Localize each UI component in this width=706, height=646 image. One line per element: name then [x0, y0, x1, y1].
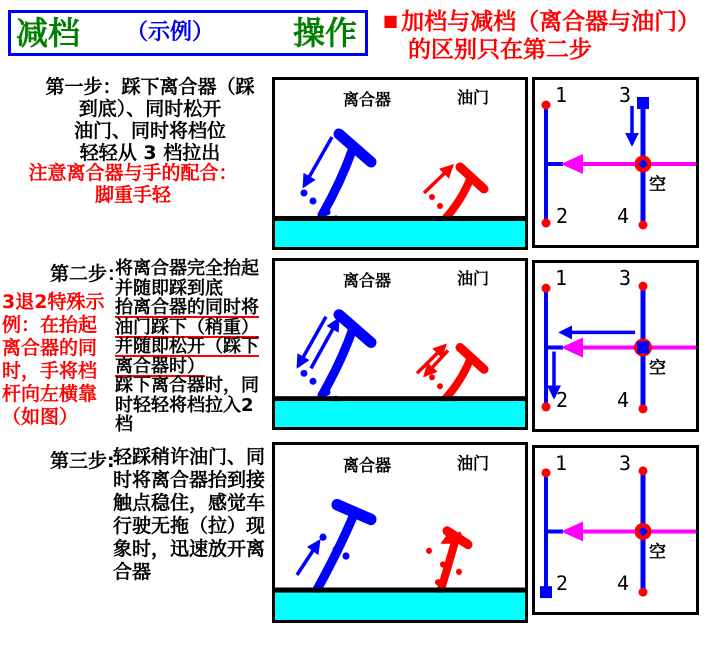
clutch-label: 离合器	[343, 455, 391, 476]
gear-3-label: 3	[619, 451, 632, 475]
title-box	[8, 10, 368, 56]
step3-label: 第三步:	[50, 450, 115, 472]
gear-1-label: 1	[555, 83, 568, 107]
text-line: 油门、同时将档位	[73, 120, 226, 142]
headline-text1: 加档与减档（离合器与油门）	[401, 9, 701, 35]
step1-text	[28, 76, 272, 164]
gear-knob-at-2-icon	[540, 586, 552, 598]
throttle-label: 油门	[457, 453, 489, 474]
clutch-press-arrow-icon	[304, 137, 332, 186]
headline	[383, 7, 706, 64]
gear-2-label: 2	[556, 572, 569, 596]
gear-4-label: 4	[617, 572, 630, 596]
text-line: 杆向左横靠	[2, 383, 98, 405]
neutral-label: 空	[649, 175, 666, 195]
clutch-lift-arrow-icon	[311, 320, 338, 369]
gear-1-label: 1	[555, 266, 568, 291]
text-line: 离合器的同	[2, 337, 98, 359]
pedal-diagram-step1	[272, 77, 528, 250]
square-bullet-icon: ■	[383, 11, 399, 30]
floor-line	[275, 216, 525, 221]
text-line: 象时，迅速放开离	[113, 538, 266, 560]
throttle-label: 油门	[456, 88, 490, 107]
step1-note	[6, 162, 260, 206]
neutral-label: 空	[649, 358, 667, 379]
floor-line	[275, 588, 525, 593]
gear-diagram-step1	[532, 77, 699, 248]
pedal-diagram-step3	[272, 442, 528, 623]
text-line: 注意离合器与手的配合：	[28, 162, 238, 184]
page-title-example: （示例）	[126, 20, 215, 45]
text-line: 踩下离合器时，同	[115, 375, 259, 396]
text-line: 触点稳住，感觉车	[113, 492, 266, 514]
text-line: 将离合器完全抬起	[115, 258, 259, 279]
clutch-pedal-icon	[301, 134, 372, 223]
text-line: 并随即松开（踩下	[115, 336, 259, 357]
neutral-label: 空	[649, 541, 666, 562]
headline-line2: 的区别只在第二步	[408, 37, 592, 63]
text-line: 到底）、同时松开	[78, 98, 222, 120]
text-line: 油门踩下（稍重）	[115, 316, 259, 338]
text-line: 时将离合器抬到接	[113, 469, 266, 491]
step2-text	[115, 259, 277, 435]
text-line: 轻轻从 3 档拉出	[79, 142, 221, 164]
gear-4-label: 4	[617, 387, 630, 412]
gear-2-label: 2	[556, 387, 569, 412]
step3-text	[113, 446, 275, 584]
gear-3-label: 3	[619, 266, 632, 291]
text-line: 轻踩稍许油门、同	[113, 446, 266, 468]
text-line: 档	[115, 414, 133, 435]
clutch-press-arrow-icon	[298, 317, 326, 367]
floor-line	[275, 396, 525, 401]
clutch-label: 离合器	[342, 90, 392, 109]
clutch-pedal-icon	[301, 315, 372, 403]
text-line: 时轻轻将档拉入2	[115, 394, 254, 416]
gear-knob-at-3-icon	[637, 97, 649, 109]
text-line: 合器	[113, 561, 152, 583]
headline-line1	[383, 7, 706, 36]
throttle-label: 油门	[457, 268, 489, 288]
gear-2-label: 2	[556, 204, 569, 228]
text-line: 离合器时）	[115, 355, 205, 377]
floor-bar	[275, 593, 525, 620]
text-line: 行驶无拖（拉）现	[113, 515, 266, 537]
text-line: 第一步：踩下离合器（踩	[45, 76, 255, 98]
throttle-release-arrow-icon	[424, 166, 452, 193]
gear-diagram-step2	[532, 260, 699, 432]
clutch-pedal-icon	[317, 505, 371, 590]
text-line: 脚重手轻	[94, 184, 171, 206]
step2-side-note	[2, 291, 120, 429]
page-title-operation: 操作	[292, 14, 357, 52]
page-title: 减档	[16, 14, 81, 52]
text-line: （如图）	[2, 406, 79, 428]
gear-knob-at-neutral-icon	[637, 341, 649, 353]
floor-bar	[275, 401, 525, 427]
text-line: 抬离合器的同时将	[115, 297, 259, 318]
floor-bar	[275, 221, 525, 247]
text-line: 3退2特殊示	[2, 291, 105, 313]
pedal-diagram-step2	[272, 258, 528, 430]
clutch-lift-arrow-icon	[297, 541, 319, 575]
text-line: 例：在抬起	[2, 314, 98, 336]
clutch-label: 离合器	[343, 270, 391, 290]
gear-diagram-step3	[532, 445, 699, 615]
gear-1-label: 1	[555, 451, 568, 475]
gear-4-label: 4	[617, 204, 630, 228]
gear-3-label: 3	[619, 83, 632, 107]
step2-label: 第二步：	[50, 263, 127, 285]
text-line: 时，手将档	[2, 360, 98, 382]
text-line: 并随即踩到底	[115, 277, 223, 299]
